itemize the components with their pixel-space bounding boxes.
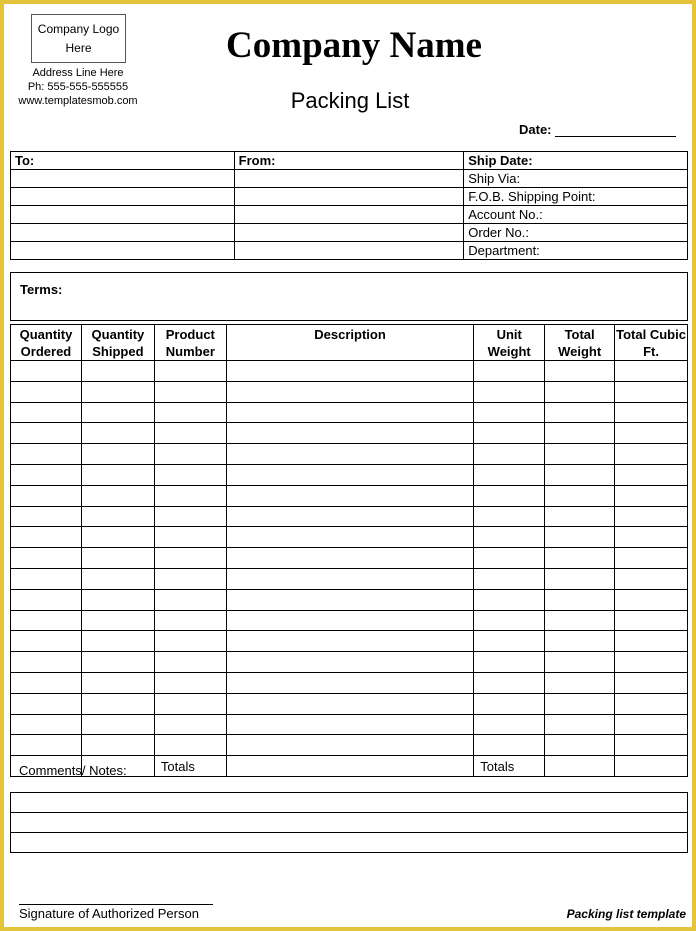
table-cell[interactable] <box>11 735 82 756</box>
table-cell[interactable] <box>226 672 473 693</box>
table-cell[interactable] <box>226 631 473 652</box>
table-cell[interactable] <box>615 402 688 423</box>
table-cell[interactable] <box>545 589 615 610</box>
table-cell[interactable] <box>545 506 615 527</box>
comment-line[interactable] <box>11 833 688 853</box>
table-cell[interactable] <box>474 693 545 714</box>
col-description: Description <box>226 325 473 361</box>
table-cell[interactable] <box>615 485 688 506</box>
ship-date-label: Ship Date: <box>464 152 688 170</box>
col-unit-weight: Unit Weight <box>474 325 545 361</box>
col-quantity-ordered: Quantity Ordered <box>11 325 82 361</box>
table-cell[interactable] <box>11 527 82 548</box>
table-cell[interactable] <box>545 444 615 465</box>
table-row <box>11 444 688 465</box>
table-cell[interactable] <box>226 693 473 714</box>
table-cell[interactable] <box>545 610 615 631</box>
items-header-row <box>11 325 688 361</box>
table-cell[interactable] <box>81 693 154 714</box>
table-row <box>11 652 688 673</box>
company-logo-placeholder <box>31 14 126 63</box>
table-cell[interactable] <box>81 548 154 569</box>
table-cell[interactable] <box>81 361 154 382</box>
table-cell[interactable] <box>154 548 226 569</box>
table-row <box>11 506 688 527</box>
template-caption: Packing list template <box>566 907 686 921</box>
table-cell[interactable] <box>474 672 545 693</box>
terms-label: Terms: <box>20 282 63 297</box>
table-cell[interactable] <box>81 444 154 465</box>
table-row <box>11 631 688 652</box>
table-cell[interactable] <box>226 735 473 756</box>
shipping-info-table <box>10 151 688 260</box>
logo-text: Company Logo Here <box>37 21 120 55</box>
table-row <box>11 693 688 714</box>
table-cell[interactable] <box>474 423 545 444</box>
table-cell[interactable] <box>81 672 154 693</box>
from-field[interactable] <box>234 170 464 188</box>
table-cell[interactable] <box>11 610 82 631</box>
table-cell[interactable] <box>226 527 473 548</box>
table-cell[interactable] <box>226 548 473 569</box>
table-cell[interactable] <box>154 444 226 465</box>
table-cell[interactable] <box>474 610 545 631</box>
table-row <box>11 568 688 589</box>
table-cell[interactable] <box>154 693 226 714</box>
website-line: www.templatesmob.com <box>18 95 138 107</box>
table-cell[interactable] <box>226 652 473 673</box>
table-cell[interactable] <box>11 548 82 569</box>
table-cell[interactable] <box>11 652 82 673</box>
table-cell[interactable] <box>615 610 688 631</box>
table-cell[interactable] <box>545 672 615 693</box>
table-cell[interactable] <box>545 381 615 402</box>
from-field[interactable] <box>234 224 464 242</box>
table-cell[interactable] <box>615 568 688 589</box>
table-cell[interactable] <box>81 527 154 548</box>
table-cell[interactable] <box>615 423 688 444</box>
to-field[interactable] <box>11 206 235 224</box>
ship-via-label: Ship Via: <box>464 170 688 188</box>
to-field[interactable] <box>11 170 235 188</box>
table-cell[interactable] <box>81 381 154 402</box>
col-total-weight: Total Weight <box>545 325 615 361</box>
company-name: Company Name <box>226 25 482 66</box>
table-cell[interactable] <box>545 693 615 714</box>
totals-label: Totals <box>154 756 226 777</box>
table-cell[interactable] <box>154 464 226 485</box>
table-cell[interactable] <box>615 527 688 548</box>
from-field[interactable] <box>234 242 464 260</box>
table-cell[interactable] <box>226 444 473 465</box>
table-cell[interactable] <box>474 714 545 735</box>
col-product-number: Product Number <box>154 325 226 361</box>
terms-box[interactable] <box>10 272 688 321</box>
table-cell[interactable] <box>154 402 226 423</box>
table-cell[interactable] <box>81 735 154 756</box>
table-cell[interactable] <box>81 485 154 506</box>
table-row <box>11 672 688 693</box>
table-cell[interactable] <box>545 527 615 548</box>
table-cell[interactable] <box>545 548 615 569</box>
department-label: Department: <box>464 242 688 260</box>
table-cell[interactable] <box>226 714 473 735</box>
table-cell[interactable] <box>545 568 615 589</box>
table-cell[interactable] <box>226 589 473 610</box>
table-cell[interactable] <box>226 568 473 589</box>
table-cell[interactable] <box>11 485 82 506</box>
table-cell[interactable] <box>11 631 82 652</box>
table-cell[interactable] <box>474 361 545 382</box>
table-cell[interactable] <box>154 610 226 631</box>
table-cell[interactable] <box>615 444 688 465</box>
table-cell[interactable] <box>11 444 82 465</box>
table-cell[interactable] <box>545 485 615 506</box>
table-cell[interactable] <box>81 652 154 673</box>
comment-line[interactable] <box>11 813 688 833</box>
from-field[interactable] <box>234 188 464 206</box>
table-cell[interactable] <box>81 402 154 423</box>
table-cell[interactable] <box>545 631 615 652</box>
table-cell <box>226 756 473 777</box>
table-cell[interactable] <box>81 568 154 589</box>
table-cell[interactable] <box>11 589 82 610</box>
table-cell[interactable] <box>11 423 82 444</box>
table-cell[interactable] <box>11 506 82 527</box>
table-cell[interactable] <box>545 652 615 673</box>
table-cell[interactable] <box>154 631 226 652</box>
table-cell[interactable] <box>154 652 226 673</box>
table-row <box>11 589 688 610</box>
comments-label: Comments/ Notes: <box>19 763 127 778</box>
comments-table <box>10 792 688 853</box>
table-cell[interactable] <box>615 506 688 527</box>
table-cell[interactable] <box>226 361 473 382</box>
table-cell[interactable] <box>615 693 688 714</box>
from-label: From: <box>234 152 464 170</box>
table-cell[interactable] <box>11 464 82 485</box>
table-row <box>11 610 688 631</box>
table-cell[interactable] <box>615 381 688 402</box>
table-cell[interactable] <box>615 361 688 382</box>
order-no-label: Order No.: <box>464 224 688 242</box>
document-title: Packing List <box>290 88 410 113</box>
table-cell[interactable] <box>154 527 226 548</box>
table-row <box>11 548 688 569</box>
table-row <box>11 361 688 382</box>
table-cell[interactable] <box>474 402 545 423</box>
table-cell[interactable] <box>545 361 615 382</box>
table-cell[interactable] <box>545 423 615 444</box>
table-cell[interactable] <box>474 444 545 465</box>
table-cell[interactable] <box>474 506 545 527</box>
table-cell[interactable] <box>474 568 545 589</box>
table-cell[interactable] <box>615 464 688 485</box>
table-cell[interactable] <box>11 693 82 714</box>
signature-line[interactable] <box>19 904 213 905</box>
table-cell[interactable] <box>11 672 82 693</box>
col-total-cubic-ft: Total Cubic Ft. <box>615 325 688 361</box>
table-cell[interactable] <box>154 735 226 756</box>
table-row <box>11 485 688 506</box>
col-quantity-shipped: Quantity Shipped <box>81 325 154 361</box>
table-cell[interactable] <box>11 714 82 735</box>
table-cell[interactable] <box>474 548 545 569</box>
table-cell[interactable] <box>11 381 82 402</box>
table-cell[interactable] <box>474 631 545 652</box>
table-cell[interactable] <box>154 714 226 735</box>
totals-label: Totals <box>474 756 545 777</box>
table-cell[interactable] <box>615 714 688 735</box>
comment-line[interactable] <box>11 793 688 813</box>
table-cell[interactable] <box>154 361 226 382</box>
table-cell[interactable] <box>474 485 545 506</box>
table-cell[interactable] <box>615 735 688 756</box>
table-cell[interactable] <box>615 631 688 652</box>
table-cell[interactable] <box>11 361 82 382</box>
table-cell[interactable] <box>545 714 615 735</box>
total-weight-cell[interactable] <box>545 756 615 777</box>
items-table <box>10 324 688 777</box>
address-line: Address Line Here <box>32 67 124 79</box>
table-cell[interactable] <box>154 568 226 589</box>
account-no-label: Account No.: <box>464 206 688 224</box>
to-field[interactable] <box>11 242 235 260</box>
total-cubic-cell[interactable] <box>615 756 688 777</box>
table-cell[interactable] <box>154 506 226 527</box>
phone-line: Ph: 555-555-555555 <box>27 81 129 93</box>
table-cell[interactable] <box>615 548 688 569</box>
date-field[interactable] <box>519 122 676 137</box>
table-row <box>11 735 688 756</box>
table-cell[interactable] <box>81 631 154 652</box>
table-cell[interactable] <box>474 589 545 610</box>
table-row <box>11 423 688 444</box>
table-cell[interactable] <box>474 652 545 673</box>
table-cell[interactable] <box>474 464 545 485</box>
table-row <box>11 464 688 485</box>
table-cell[interactable] <box>545 735 615 756</box>
table-cell[interactable] <box>615 672 688 693</box>
table-cell[interactable] <box>154 423 226 444</box>
table-cell[interactable] <box>81 610 154 631</box>
table-cell[interactable] <box>81 423 154 444</box>
table-cell[interactable] <box>615 652 688 673</box>
table-cell[interactable] <box>154 485 226 506</box>
signature-label: Signature of Authorized Person <box>19 906 199 921</box>
table-cell[interactable] <box>81 714 154 735</box>
table-row <box>11 381 688 402</box>
table-cell[interactable] <box>154 381 226 402</box>
table-cell[interactable] <box>226 381 473 402</box>
fob-label: F.O.B. Shipping Point: <box>464 188 688 206</box>
table-cell[interactable] <box>226 402 473 423</box>
table-cell[interactable] <box>154 672 226 693</box>
table-cell[interactable] <box>81 464 154 485</box>
table-cell[interactable] <box>474 735 545 756</box>
table-cell[interactable] <box>545 402 615 423</box>
table-cell[interactable] <box>474 381 545 402</box>
to-field[interactable] <box>11 224 235 242</box>
to-field[interactable] <box>11 188 235 206</box>
table-cell[interactable] <box>154 589 226 610</box>
table-cell[interactable] <box>545 464 615 485</box>
table-cell[interactable] <box>474 527 545 548</box>
table-cell[interactable] <box>11 402 82 423</box>
table-cell[interactable] <box>226 485 473 506</box>
from-field[interactable] <box>234 206 464 224</box>
to-label: To: <box>11 152 235 170</box>
table-row <box>11 714 688 735</box>
date-blank-line[interactable] <box>555 123 676 137</box>
table-cell[interactable] <box>226 464 473 485</box>
table-cell[interactable] <box>81 506 154 527</box>
table-cell[interactable] <box>226 610 473 631</box>
table-cell[interactable] <box>226 423 473 444</box>
table-row <box>11 527 688 548</box>
date-label: Date: <box>519 122 552 137</box>
table-cell[interactable] <box>226 506 473 527</box>
table-row <box>11 402 688 423</box>
table-cell[interactable] <box>81 589 154 610</box>
table-cell[interactable] <box>615 589 688 610</box>
table-cell[interactable] <box>11 568 82 589</box>
